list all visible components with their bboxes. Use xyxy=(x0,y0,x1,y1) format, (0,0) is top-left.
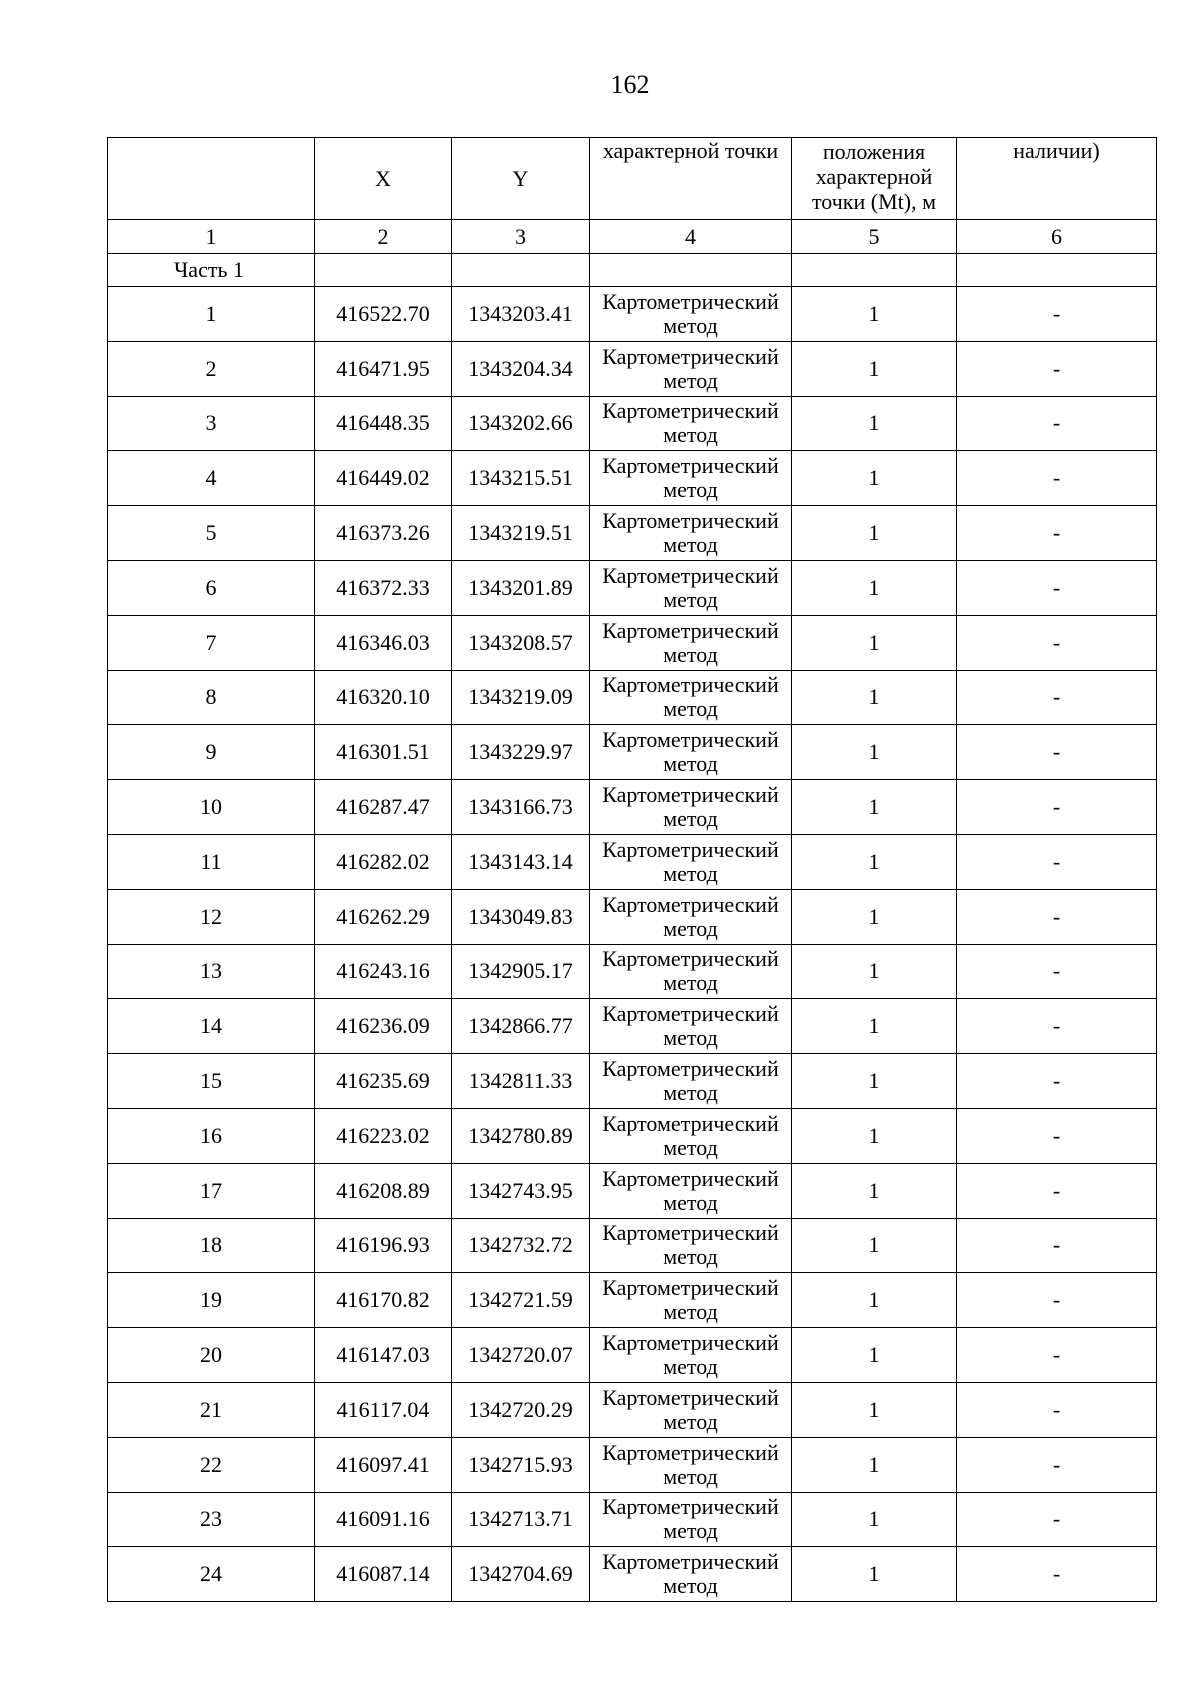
method-text-line: метод xyxy=(663,1573,718,1599)
accuracy-cell: 1 xyxy=(792,1492,957,1547)
note-cell: - xyxy=(957,1328,1157,1383)
header-cell-y: Y xyxy=(452,138,590,220)
note-cell: - xyxy=(957,1437,1157,1492)
method-text-line: Картометрический xyxy=(602,562,779,588)
part-row xyxy=(108,254,1157,287)
accuracy-cell: 1 xyxy=(792,1437,957,1492)
table-row xyxy=(108,396,1157,451)
table-row xyxy=(108,1054,1157,1109)
y-coordinate-cell: 1342720.07 xyxy=(452,1328,590,1383)
x-coordinate-cell: 416448.35 xyxy=(315,396,452,451)
column-numbers-row xyxy=(108,220,1157,254)
method-text-line: метод xyxy=(663,312,718,338)
table-row xyxy=(108,1108,1157,1163)
method-cell xyxy=(590,1382,792,1437)
method-text-line: метод xyxy=(663,1463,718,1489)
x-coordinate-cell: 416287.47 xyxy=(315,780,452,835)
method-text-line: Картометрический xyxy=(602,891,779,917)
method-cell xyxy=(590,506,792,561)
method-text-line: Картометрический xyxy=(602,343,779,369)
x-coordinate-cell: 416346.03 xyxy=(315,615,452,670)
empty-cell xyxy=(315,254,452,287)
y-coordinate-cell: 1343201.89 xyxy=(452,560,590,615)
method-text-line: метод xyxy=(663,586,718,612)
method-cell xyxy=(590,1108,792,1163)
method-text-line: Картометрический xyxy=(602,508,779,534)
note-cell: - xyxy=(957,287,1157,342)
method-text-line: Картометрический xyxy=(602,1384,779,1410)
method-cell xyxy=(590,1273,792,1328)
point-number-cell: 1 xyxy=(108,287,315,342)
note-cell: - xyxy=(957,1547,1157,1602)
method-text-line: метод xyxy=(663,970,718,996)
y-coordinate-cell: 1342720.29 xyxy=(452,1382,590,1437)
y-coordinate-cell: 1343203.41 xyxy=(452,287,590,342)
method-cell xyxy=(590,1437,792,1492)
table-row xyxy=(108,1218,1157,1273)
point-number-cell: 17 xyxy=(108,1163,315,1218)
empty-cell xyxy=(957,254,1157,287)
accuracy-cell: 1 xyxy=(792,999,957,1054)
table-row xyxy=(108,1163,1157,1218)
y-coordinate-cell: 1343049.83 xyxy=(452,889,590,944)
y-coordinate-cell: 1343202.66 xyxy=(452,396,590,451)
x-coordinate-cell: 416301.51 xyxy=(315,725,452,780)
y-coordinate-cell: 1342811.33 xyxy=(452,1054,590,1109)
point-number-cell: 10 xyxy=(108,780,315,835)
y-coordinate-cell: 1343204.34 xyxy=(452,341,590,396)
note-cell: - xyxy=(957,999,1157,1054)
note-cell: - xyxy=(957,1492,1157,1547)
table-row xyxy=(108,1437,1157,1492)
method-cell xyxy=(590,1163,792,1218)
accuracy-cell: 1 xyxy=(792,1382,957,1437)
x-coordinate-cell: 416196.93 xyxy=(315,1218,452,1273)
x-coordinate-cell: 416449.02 xyxy=(315,451,452,506)
method-text-line: Картометрический xyxy=(602,1439,779,1465)
method-text-line: Картометрический xyxy=(602,1001,779,1027)
point-number-cell: 23 xyxy=(108,1492,315,1547)
note-cell: - xyxy=(957,834,1157,889)
table-row xyxy=(108,1547,1157,1602)
header-cell-1 xyxy=(108,138,315,220)
method-text-line: метод xyxy=(663,1134,718,1160)
method-text-line: Картометрический xyxy=(602,1275,779,1301)
point-number-cell: 7 xyxy=(108,615,315,670)
point-number-cell: 14 xyxy=(108,999,315,1054)
accuracy-cell: 1 xyxy=(792,1108,957,1163)
method-text-line: Картометрический xyxy=(602,288,779,314)
x-coordinate-cell: 416373.26 xyxy=(315,506,452,561)
accuracy-cell: 1 xyxy=(792,451,957,506)
method-text-line: метод xyxy=(663,1244,718,1270)
table-row xyxy=(108,1492,1157,1547)
note-cell: - xyxy=(957,780,1157,835)
accuracy-cell: 1 xyxy=(792,944,957,999)
y-coordinate-cell: 1342713.71 xyxy=(452,1492,590,1547)
x-coordinate-cell: 416320.10 xyxy=(315,670,452,725)
table-header-row xyxy=(108,138,1157,220)
method-text-line: метод xyxy=(663,1025,718,1051)
point-number-cell: 3 xyxy=(108,396,315,451)
method-cell xyxy=(590,670,792,725)
method-text-line: метод xyxy=(663,1080,718,1106)
method-text-line: метод xyxy=(663,367,718,393)
accuracy-cell: 1 xyxy=(792,506,957,561)
accuracy-cell: 1 xyxy=(792,396,957,451)
method-cell xyxy=(590,341,792,396)
x-coordinate-cell: 416091.16 xyxy=(315,1492,452,1547)
note-cell: - xyxy=(957,1382,1157,1437)
method-text-line: Картометрический xyxy=(602,1549,779,1575)
coordinates-table xyxy=(107,137,1157,1602)
column-number: 1 xyxy=(108,220,315,254)
header-cell-accuracy: положения характерной точки (Mt), м xyxy=(792,138,957,220)
x-coordinate-cell: 416282.02 xyxy=(315,834,452,889)
x-coordinate-cell: 416235.69 xyxy=(315,1054,452,1109)
table-row xyxy=(108,889,1157,944)
accuracy-cell: 1 xyxy=(792,1273,957,1328)
point-number-cell: 6 xyxy=(108,560,315,615)
empty-cell xyxy=(792,254,957,287)
accuracy-cell: 1 xyxy=(792,1163,957,1218)
accuracy-cell: 1 xyxy=(792,1218,957,1273)
table-row xyxy=(108,670,1157,725)
point-number-cell: 13 xyxy=(108,944,315,999)
accuracy-cell: 1 xyxy=(792,780,957,835)
note-cell: - xyxy=(957,889,1157,944)
table-row xyxy=(108,506,1157,561)
point-number-cell: 9 xyxy=(108,725,315,780)
column-number: 6 xyxy=(957,220,1157,254)
point-number-cell: 4 xyxy=(108,451,315,506)
note-cell: - xyxy=(957,1054,1157,1109)
note-cell: - xyxy=(957,725,1157,780)
accuracy-cell: 1 xyxy=(792,287,957,342)
point-number-cell: 20 xyxy=(108,1328,315,1383)
point-number-cell: 12 xyxy=(108,889,315,944)
method-text-line: Картометрический xyxy=(602,1220,779,1246)
method-cell xyxy=(590,1054,792,1109)
method-cell xyxy=(590,1328,792,1383)
table-row xyxy=(108,451,1157,506)
empty-cell xyxy=(590,254,792,287)
point-number-cell: 2 xyxy=(108,341,315,396)
method-cell xyxy=(590,1547,792,1602)
x-coordinate-cell: 416147.03 xyxy=(315,1328,452,1383)
point-number-cell: 24 xyxy=(108,1547,315,1602)
method-cell xyxy=(590,451,792,506)
x-coordinate-cell: 416471.95 xyxy=(315,341,452,396)
method-text-line: Картометрический xyxy=(602,727,779,753)
method-text-line: метод xyxy=(663,915,718,941)
method-text-line: метод xyxy=(663,477,718,503)
x-coordinate-cell: 416262.29 xyxy=(315,889,452,944)
header-cell-note: наличии) xyxy=(957,138,1157,220)
y-coordinate-cell: 1342905.17 xyxy=(452,944,590,999)
point-number-cell: 21 xyxy=(108,1382,315,1437)
method-text-line: Картометрический xyxy=(602,1330,779,1356)
method-cell xyxy=(590,1492,792,1547)
method-text-line: Картометрический xyxy=(602,1165,779,1191)
method-text-line: Картометрический xyxy=(602,672,779,698)
x-coordinate-cell: 416097.41 xyxy=(315,1437,452,1492)
accuracy-cell: 1 xyxy=(792,834,957,889)
method-text-line: Картометрический xyxy=(602,453,779,479)
y-coordinate-cell: 1342732.72 xyxy=(452,1218,590,1273)
method-text-line: Картометрический xyxy=(602,782,779,808)
accuracy-cell: 1 xyxy=(792,670,957,725)
page-number: 162 xyxy=(610,70,650,99)
table-row xyxy=(108,780,1157,835)
note-cell: - xyxy=(957,506,1157,561)
method-text-line: метод xyxy=(663,860,718,886)
method-text-line: метод xyxy=(663,422,718,448)
method-cell xyxy=(590,944,792,999)
point-number-cell: 15 xyxy=(108,1054,315,1109)
x-coordinate-cell: 416117.04 xyxy=(315,1382,452,1437)
method-cell xyxy=(590,725,792,780)
table-row xyxy=(108,725,1157,780)
column-number: 5 xyxy=(792,220,957,254)
empty-cell xyxy=(452,254,590,287)
method-text-line: Картометрический xyxy=(602,1056,779,1082)
accuracy-cell: 1 xyxy=(792,1547,957,1602)
accuracy-cell: 1 xyxy=(792,889,957,944)
method-cell xyxy=(590,780,792,835)
x-coordinate-cell: 416243.16 xyxy=(315,944,452,999)
y-coordinate-cell: 1342721.59 xyxy=(452,1273,590,1328)
point-number-cell: 11 xyxy=(108,834,315,889)
y-coordinate-cell: 1342715.93 xyxy=(452,1437,590,1492)
accuracy-cell: 1 xyxy=(792,341,957,396)
method-cell xyxy=(590,615,792,670)
accuracy-cell: 1 xyxy=(792,1328,957,1383)
table-row xyxy=(108,1328,1157,1383)
note-cell: - xyxy=(957,944,1157,999)
x-coordinate-cell: 416223.02 xyxy=(315,1108,452,1163)
accuracy-cell: 1 xyxy=(792,560,957,615)
part-label: Часть 1 xyxy=(108,254,315,287)
method-text-line: Картометрический xyxy=(602,617,779,643)
method-cell xyxy=(590,834,792,889)
header-cell-x: X xyxy=(315,138,452,220)
table-row xyxy=(108,999,1157,1054)
x-coordinate-cell: 416522.70 xyxy=(315,287,452,342)
y-coordinate-cell: 1343208.57 xyxy=(452,615,590,670)
note-cell: - xyxy=(957,1273,1157,1328)
method-text-line: метод xyxy=(663,1189,718,1215)
y-coordinate-cell: 1343219.51 xyxy=(452,506,590,561)
x-coordinate-cell: 416087.14 xyxy=(315,1547,452,1602)
point-number-cell: 19 xyxy=(108,1273,315,1328)
table-row xyxy=(108,1382,1157,1437)
column-number: 4 xyxy=(590,220,792,254)
method-text-line: метод xyxy=(663,696,718,722)
method-text-line: Картометрический xyxy=(602,1494,779,1520)
method-text-line: метод xyxy=(663,1518,718,1544)
y-coordinate-cell: 1343143.14 xyxy=(452,834,590,889)
point-number-cell: 8 xyxy=(108,670,315,725)
note-cell: - xyxy=(957,1108,1157,1163)
note-cell: - xyxy=(957,451,1157,506)
table-row xyxy=(108,287,1157,342)
y-coordinate-cell: 1342866.77 xyxy=(452,999,590,1054)
y-coordinate-cell: 1343215.51 xyxy=(452,451,590,506)
header-cell-method: характерной точки xyxy=(590,138,792,220)
table-row xyxy=(108,560,1157,615)
method-text-line: Картометрический xyxy=(602,836,779,862)
y-coordinate-cell: 1343219.09 xyxy=(452,670,590,725)
table-row xyxy=(108,834,1157,889)
note-cell: - xyxy=(957,670,1157,725)
method-cell xyxy=(590,999,792,1054)
method-cell xyxy=(590,560,792,615)
y-coordinate-cell: 1342704.69 xyxy=(452,1547,590,1602)
note-cell: - xyxy=(957,341,1157,396)
method-text-line: Картометрический xyxy=(602,946,779,972)
y-coordinate-cell: 1342780.89 xyxy=(452,1108,590,1163)
note-cell: - xyxy=(957,1163,1157,1218)
method-text-line: метод xyxy=(663,1354,718,1380)
x-coordinate-cell: 416236.09 xyxy=(315,999,452,1054)
accuracy-cell: 1 xyxy=(792,615,957,670)
method-cell xyxy=(590,287,792,342)
table-row xyxy=(108,341,1157,396)
method-text-line: метод xyxy=(663,751,718,777)
table-row xyxy=(108,1273,1157,1328)
table-row xyxy=(108,944,1157,999)
accuracy-cell: 1 xyxy=(792,1054,957,1109)
point-number-cell: 5 xyxy=(108,506,315,561)
point-number-cell: 16 xyxy=(108,1108,315,1163)
y-coordinate-cell: 1343229.97 xyxy=(452,725,590,780)
point-number-cell: 18 xyxy=(108,1218,315,1273)
column-number: 2 xyxy=(315,220,452,254)
y-coordinate-cell: 1342743.95 xyxy=(452,1163,590,1218)
x-coordinate-cell: 416208.89 xyxy=(315,1163,452,1218)
method-text-line: метод xyxy=(663,532,718,558)
x-coordinate-cell: 416372.33 xyxy=(315,560,452,615)
y-coordinate-cell: 1343166.73 xyxy=(452,780,590,835)
method-text-line: метод xyxy=(663,806,718,832)
note-cell: - xyxy=(957,1218,1157,1273)
column-number: 3 xyxy=(452,220,590,254)
note-cell: - xyxy=(957,560,1157,615)
method-text-line: Картометрический xyxy=(602,1110,779,1136)
method-cell xyxy=(590,889,792,944)
note-cell: - xyxy=(957,615,1157,670)
table-row xyxy=(108,615,1157,670)
x-coordinate-cell: 416170.82 xyxy=(315,1273,452,1328)
method-text-line: метод xyxy=(663,641,718,667)
accuracy-cell: 1 xyxy=(792,725,957,780)
method-text-line: метод xyxy=(663,1408,718,1434)
method-text-line: Картометрический xyxy=(602,398,779,424)
method-text-line: метод xyxy=(663,1299,718,1325)
method-cell xyxy=(590,396,792,451)
note-cell: - xyxy=(957,396,1157,451)
point-number-cell: 22 xyxy=(108,1437,315,1492)
method-cell xyxy=(590,1218,792,1273)
